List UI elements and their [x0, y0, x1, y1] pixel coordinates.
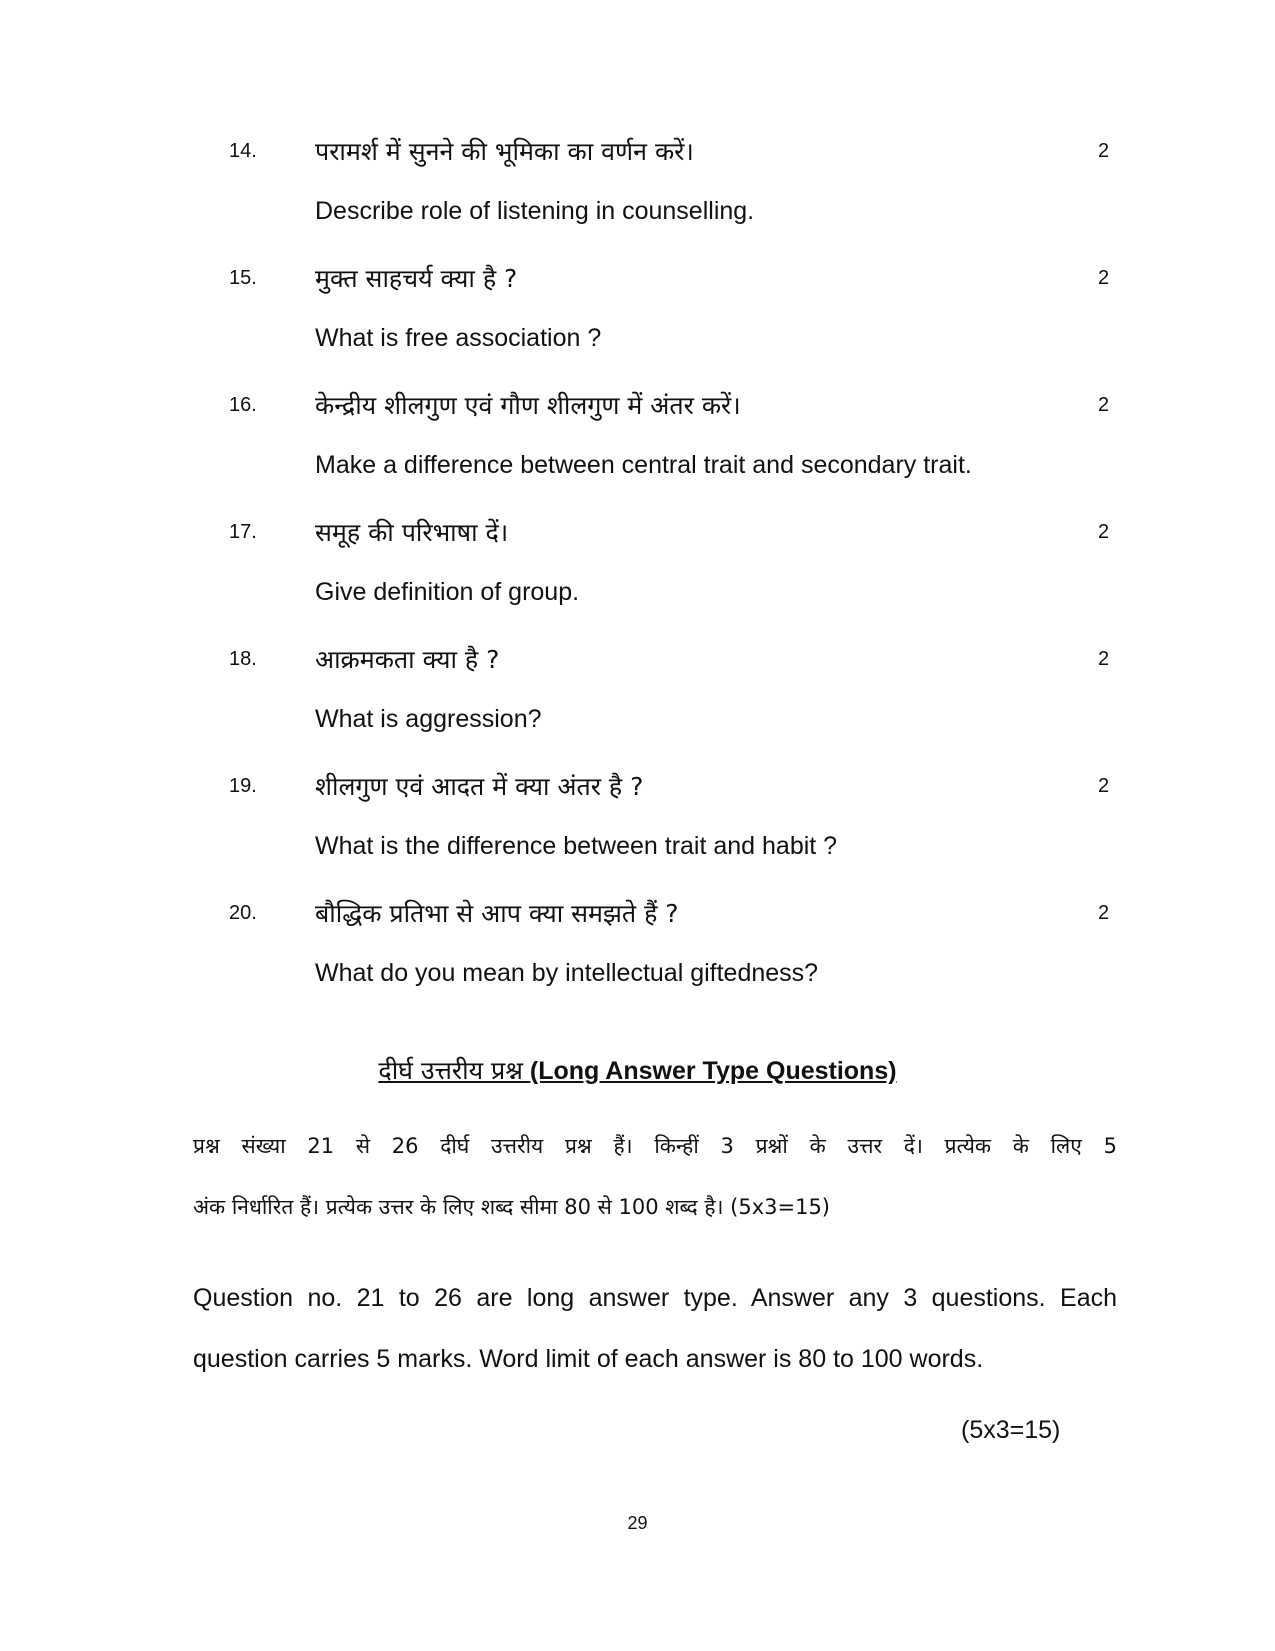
question-text-english: Describe role of listening in counselling.	[315, 197, 755, 225]
question-number: 16.	[229, 394, 257, 416]
question-text-hindi: आक्रमकता क्या है ?	[315, 645, 500, 674]
question-text-hindi: समूह की परिभाषा दें।	[315, 518, 509, 547]
question-text-english: What do you mean by intellectual giftedness?	[315, 959, 819, 987]
section-heading-hindi: दीर्घ उत्तरीय प्रश्न	[378, 1056, 523, 1085]
question-text-hindi: शीलगुण एवं आदत में क्या अंतर है ?	[315, 772, 644, 801]
question-text-english: Give definition of group.	[315, 578, 580, 606]
instructions-hindi-line-1: प्रश्न संख्या 21 से 26 दीर्घ उत्तरीय प्रश्न हैं। किन्हीं 3 प्रश्नों के उत्तर दें। प्रत्येक के लिए 5	[193, 1134, 1117, 1158]
instructions-english-line-1: Question no. 21 to 26 are long answer type. Answer any 3 questions. Each	[193, 1284, 1117, 1312]
question-marks: 2	[1098, 902, 1110, 924]
question-marks: 2	[1098, 394, 1110, 416]
instructions-english-line-2: question carries 5 marks. Word limit of each answer is 80 to 100 words.	[193, 1345, 984, 1373]
question-marks: 2	[1098, 521, 1110, 543]
section-heading	[0, 1053, 1275, 1087]
question-number: 20.	[229, 902, 257, 924]
section-heading-english: (Long Answer Type Questions)	[529, 1057, 897, 1085]
question-marks: 2	[1098, 775, 1110, 797]
question-text-hindi: मुक्त साहचर्य क्या है ?	[315, 264, 518, 293]
page-number: 29	[627, 1513, 648, 1533]
question-marks: 2	[1098, 648, 1110, 670]
marks-summary: (5x3=15)	[961, 1416, 1061, 1444]
question-marks: 2	[1098, 267, 1110, 289]
question-text-english: What is the difference between trait and habit ?	[315, 832, 838, 860]
instructions-hindi-line-2: अंक निर्धारित हैं। प्रत्येक उत्तर के लिए शब्द सीमा 80 से 100 शब्द है। (5x3=15)	[193, 1195, 830, 1219]
question-number: 19.	[229, 775, 257, 797]
question-text-english: What is aggression?	[315, 705, 542, 733]
question-text-hindi: बौद्धिक प्रतिभा से आप क्या समझते हैं ?	[315, 899, 679, 928]
question-text-english: What is free association ?	[315, 324, 602, 352]
question-text-hindi: केन्द्रीय शीलगुण एवं गौण शीलगुण में अंतर करें।	[315, 391, 741, 420]
question-number: 18.	[229, 648, 257, 670]
question-number: 14.	[229, 140, 257, 162]
question-text-english: Make a difference between central trait and secondary trait.	[315, 451, 972, 479]
question-number: 17.	[229, 521, 257, 543]
question-marks: 2	[1098, 140, 1110, 162]
question-number: 15.	[229, 267, 257, 289]
question-text-hindi: परामर्श में सुनने की भूमिका का वर्णन करें।	[315, 137, 694, 166]
